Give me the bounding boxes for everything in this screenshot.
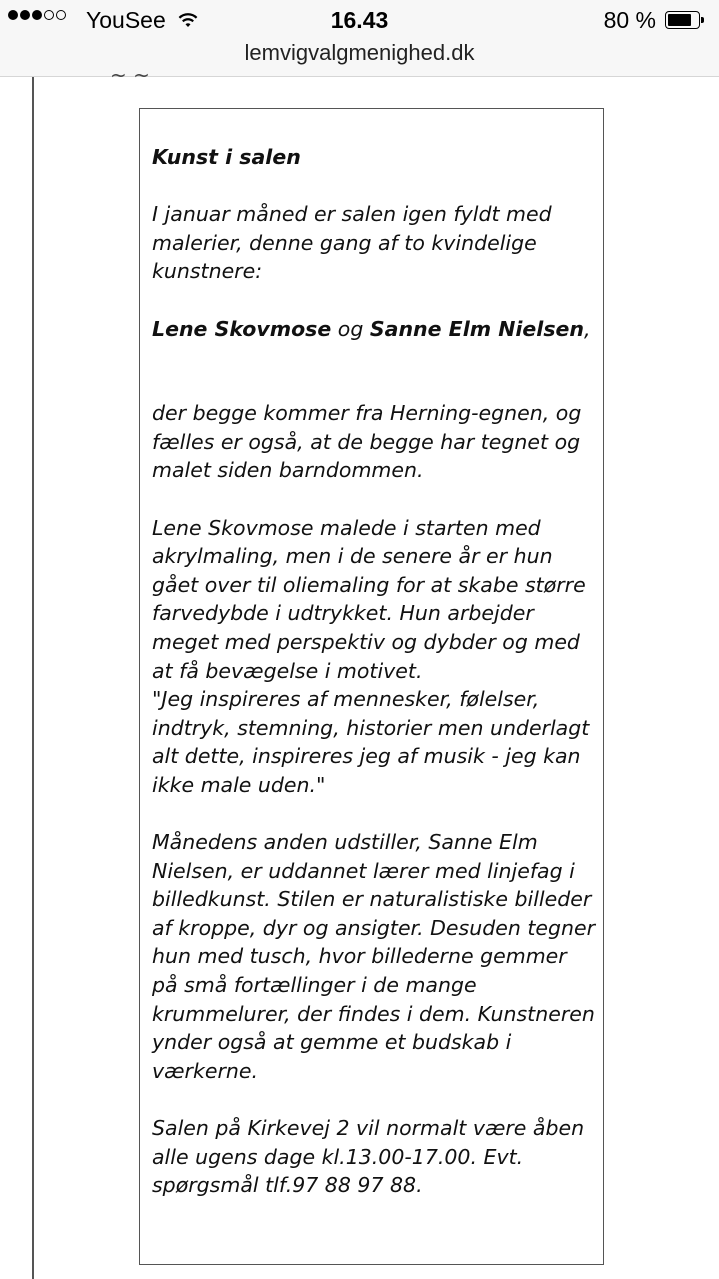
battery-tip xyxy=(701,17,704,23)
battery-icon xyxy=(665,11,705,29)
battery-fill xyxy=(668,14,691,26)
web-page[interactable] xyxy=(0,63,719,1279)
artists-trailing: , xyxy=(584,316,591,341)
carrier-name: YouSee xyxy=(86,7,166,33)
article-box xyxy=(139,108,604,1265)
article-content xyxy=(152,143,597,1200)
article-intro: I januar måned er salen igen fyldt med malerier, denne gang af to kvindelige kunstnere: xyxy=(152,202,552,284)
article-paragraph-3: Månedens anden udstiller, Sanne Elm Nielsen, er uddannet lærer med linjefag i billedkunst. Stilen er naturalistiske billeder af kroppe, dyr og ansigter. Desuden tegner hun med tusch, hvor billederne gemmer på små fortællinger i de mange krummelurer, der findes i dem. Kunstneren ynder også at gemme et budskab i værkerne. xyxy=(152,830,596,1083)
status-bar xyxy=(0,0,719,40)
clock-time: 16.43 xyxy=(330,7,389,33)
artist-name-2: Sanne Elm Nielsen xyxy=(369,316,585,341)
battery-percent: 80 % xyxy=(603,7,656,33)
address-bar[interactable] xyxy=(0,40,719,77)
article-heading: Kunst i salen xyxy=(152,145,301,169)
clipped-previous-text: ~ ~ xyxy=(110,63,150,87)
artists-connector: og xyxy=(331,316,370,341)
left-border-line xyxy=(32,77,34,1279)
artist-quote: "Jeg inspireres af mennesker, følelser, indtryk, stemning, historier men underlagt alt dette, inspireres jeg af musik - jeg kan ikke male uden." xyxy=(152,687,590,797)
artists-line xyxy=(152,315,597,344)
article-paragraph-4: Salen på Kirkevej 2 vil normalt være åben alle ugens dage kl.13.00-17.00. Evt. spørgsmål tlf.97 88 97 88. xyxy=(152,1116,585,1198)
article-paragraph-2: Lene Skovmose malede i starten med akrylmaling, men i de senere år er hun gået over til oliemaling for at skabe større farvedybde i udtrykket. Hun arbejder meget med perspektiv og dybder og med at få bevægelse i motivet. xyxy=(152,515,586,683)
artist-name-1: Lene Skovmose xyxy=(152,316,332,341)
url-text[interactable]: lemvigvalgmenighed.dk xyxy=(244,40,475,65)
article-paragraph-1: der begge kommer fra Herning-egnen, og fælles er også, at de begge har tegnet og malet siden barndommen. xyxy=(152,401,582,483)
